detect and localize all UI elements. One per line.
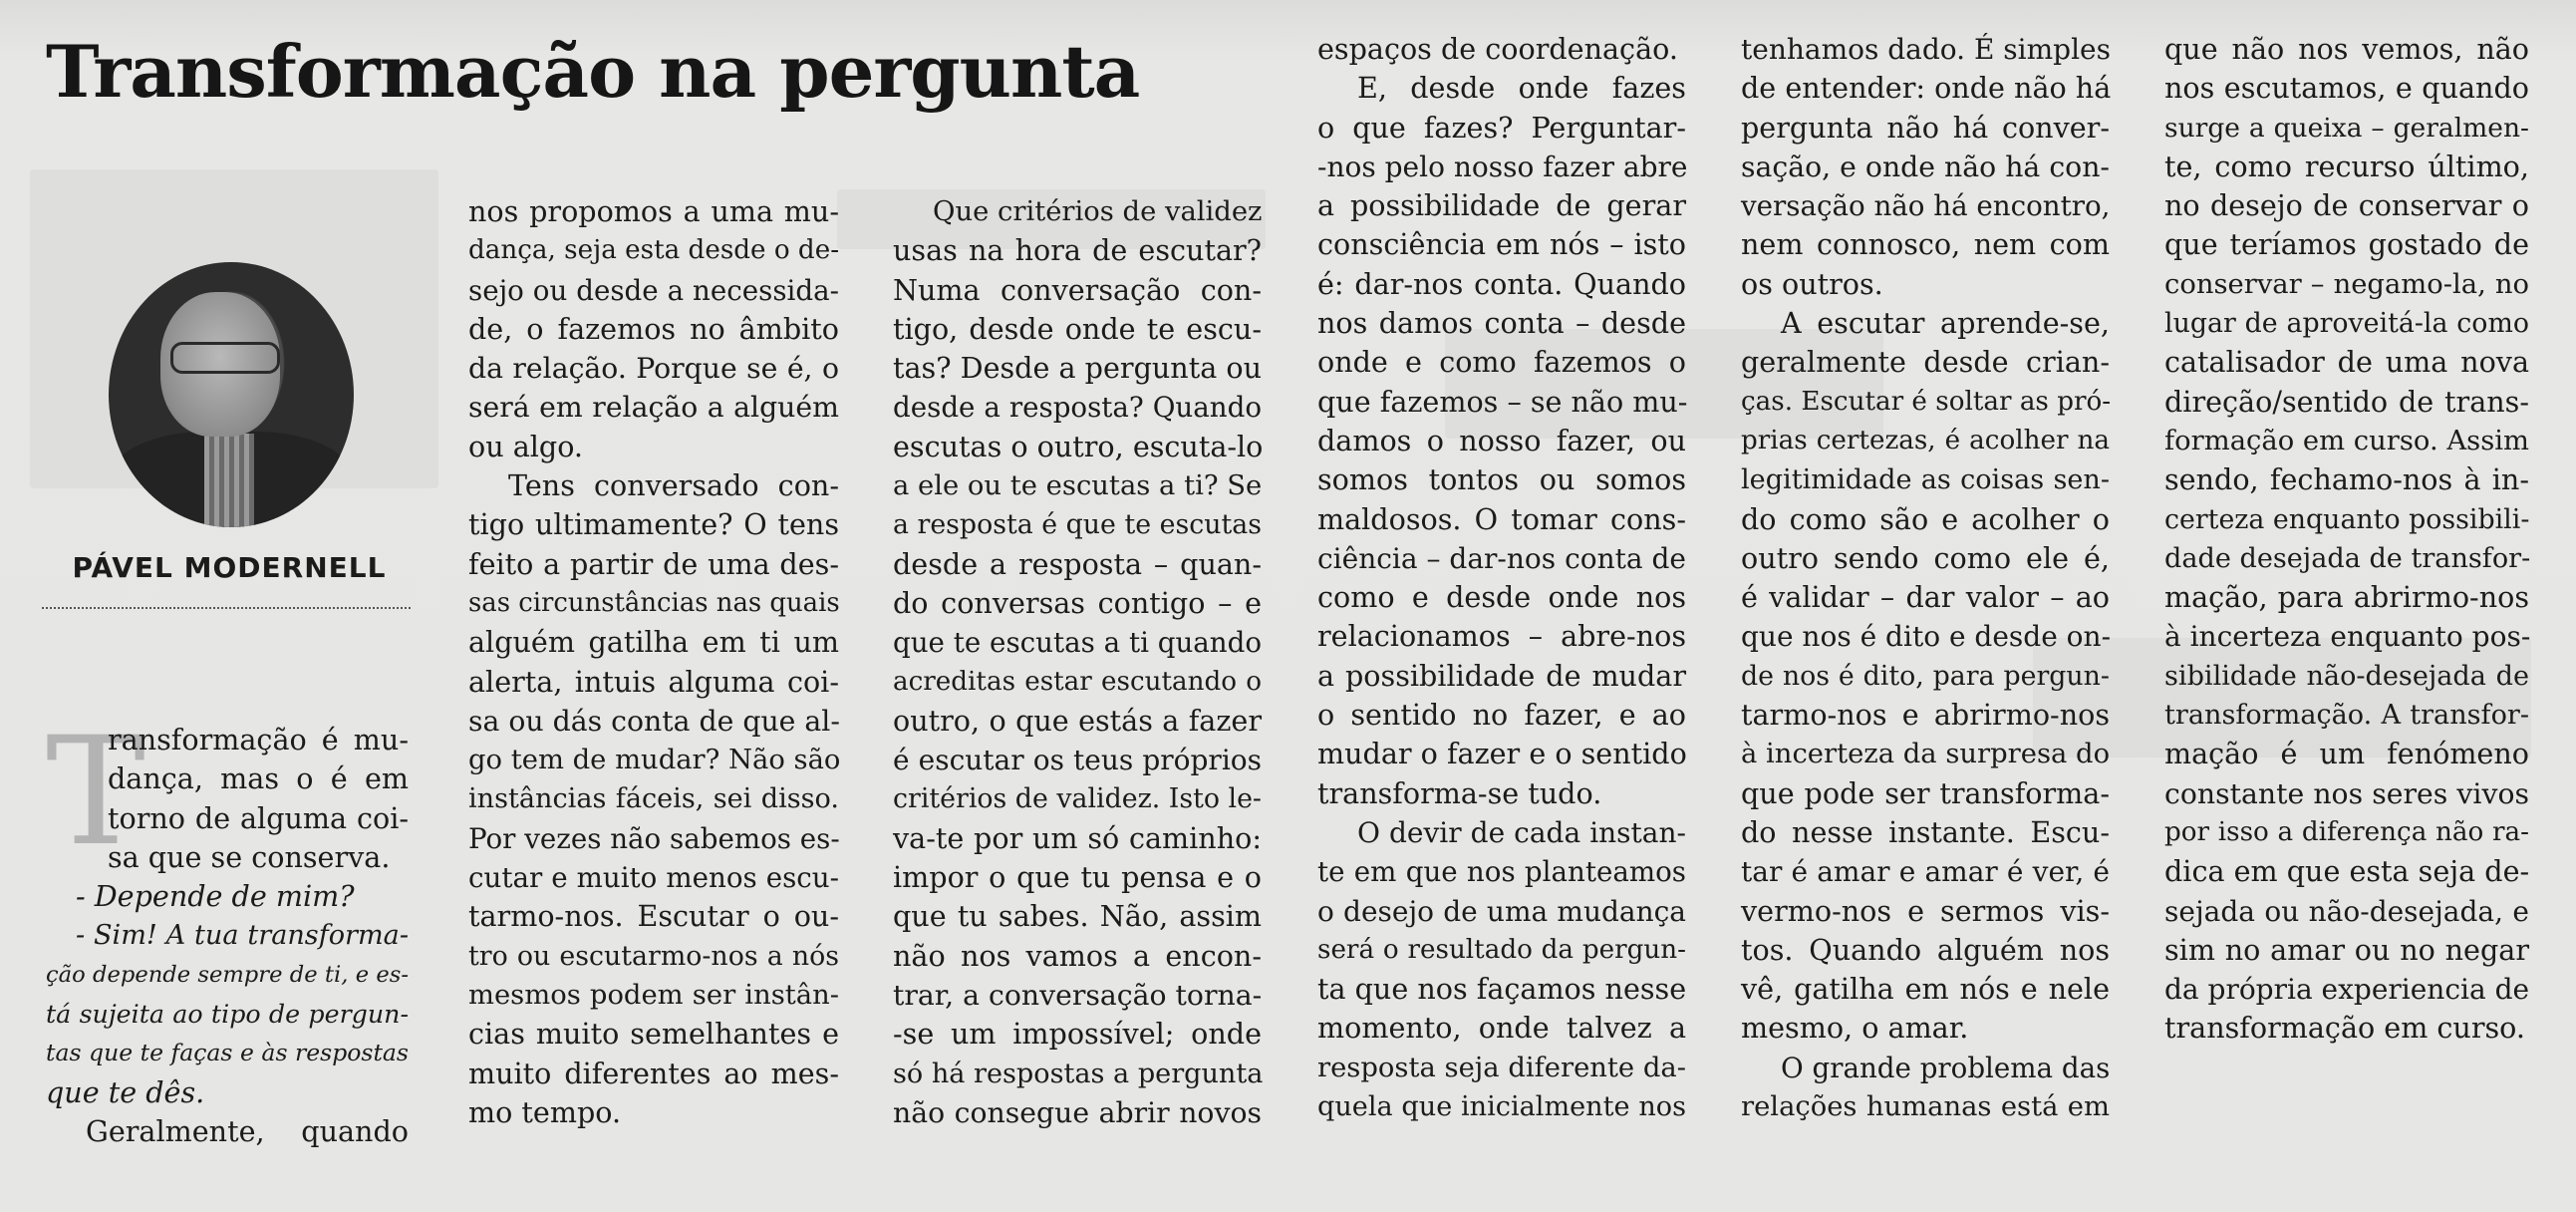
text-line: consciência em nós – isto <box>1317 227 1686 262</box>
text-line: que tu sabes. Não, assim <box>893 899 1262 934</box>
text-line: tas? Desde a pergunta ou <box>893 351 1262 386</box>
text-line: lugar de aproveitá-la como <box>2164 308 2529 340</box>
author-byline: PÁVEL MODERNELL <box>72 551 387 584</box>
text-line: tigo ultimamente? O tens <box>468 507 839 542</box>
text-line: vê, gatilha em nós e nele <box>1741 972 2110 1007</box>
text-line: conservar – negamo-la, no <box>2164 268 2529 300</box>
text-line: versação não há encontro, <box>1741 189 2111 223</box>
text-line: formação em curso. Assim <box>2164 425 2529 456</box>
text-line: outro, o que estás a fazer <box>893 703 1262 738</box>
text-line: sendo, fechamo-nos à in- <box>2164 462 2529 497</box>
text-line: muito diferentes ao mes- <box>468 1056 839 1090</box>
text-line: sação, e onde não há con- <box>1741 150 2110 183</box>
text-line: sas circunstâncias nas quais <box>468 587 840 618</box>
text-line: será o resultado da pergun- <box>1317 934 1686 965</box>
text-line: - Depende de mim? <box>76 879 355 914</box>
text-line: impor o que tu pensa e o <box>893 860 1262 895</box>
text-line: feito a partir de uma des- <box>468 546 839 581</box>
text-line: Por vezes não sabemos es- <box>468 821 840 855</box>
text-line: -se um impossível; onde <box>893 1017 1262 1052</box>
text-line: critérios de validez. Isto le- <box>893 783 1262 815</box>
text-line: desde a resposta – quan- <box>893 546 1262 581</box>
text-line: mação é um fenómeno <box>2164 737 2529 771</box>
text-line: cutar e muito menos escu- <box>468 861 839 895</box>
text-line: sejada ou não-desejada, e <box>2164 894 2529 928</box>
text-line: a resposta é que te escutas <box>893 509 1262 541</box>
text-line: escutas o outro, escuta-lo <box>893 429 1264 463</box>
text-line: ças. Escutar é soltar as pró- <box>1741 386 2112 417</box>
text-line: que não nos vemos, não <box>2164 32 2529 66</box>
text-line: da relação. Porque se é, o <box>468 352 839 386</box>
text-line: A escutar aprende-se, <box>1781 306 2110 341</box>
text-line: desde a resposta? Quando <box>893 391 1262 425</box>
article-column-6 <box>2164 30 2529 1049</box>
text-line: sim no amar ou no negar <box>2164 932 2529 967</box>
text-line: nos escutamos, e quando <box>2164 71 2529 106</box>
text-line: não nos vamos a encon- <box>893 938 1262 973</box>
text-line: como e desde onde nos <box>1317 580 1686 615</box>
text-line: a ele ou te escutas a ti? Se <box>893 470 1263 502</box>
text-line: certeza enquanto possibili- <box>2164 503 2530 535</box>
text-line: va-te por um só caminho: <box>893 820 1262 855</box>
article-headline: Transformação na pergunta <box>46 29 1140 114</box>
text-line: sa que se conserva. <box>108 839 391 874</box>
text-line: instâncias fáceis, sei disso. <box>468 783 839 815</box>
text-line: O devir de cada instan- <box>1357 815 1686 849</box>
author-photo <box>109 262 354 527</box>
text-line: ou algo. <box>468 429 584 463</box>
text-line: que teríamos gostado de <box>2164 227 2529 262</box>
text-line: maldosos. O tomar cons- <box>1317 501 1686 536</box>
text-line: go tem de mudar? Não são <box>468 745 841 776</box>
text-line: Que critérios de validez <box>933 196 1263 227</box>
text-line: relações humanas está em <box>1741 1091 2110 1123</box>
text-line: relacionamos – abre-nos <box>1317 619 1686 654</box>
text-line: nos damos conta – desde <box>1317 306 1686 341</box>
text-line: os outros. <box>1741 266 1883 301</box>
text-line: mo tempo. <box>468 1094 622 1129</box>
article-column-4 <box>1317 30 1686 1126</box>
text-line: por isso a diferença não ra- <box>2164 816 2529 847</box>
text-line: ta que nos façamos nesse <box>1317 972 1687 1007</box>
text-line: é escutar os teus próprios <box>893 744 1262 777</box>
text-line: dança, seja esta desde o de- <box>468 235 840 266</box>
text-line: dica em que esta seja de- <box>2164 854 2530 889</box>
text-line: Numa conversação con- <box>893 272 1262 307</box>
text-line: da própria experiencia de <box>2164 973 2530 1007</box>
text-line: ransformação é mu- <box>108 723 409 757</box>
text-line: mação, para abrirmo-nos <box>2164 580 2529 615</box>
text-line: direção/sentido de trans- <box>2164 384 2529 419</box>
text-line: tarmo-nos e abrirmo-nos <box>1741 698 2110 733</box>
text-line: somos tontos ou somos <box>1317 462 1686 497</box>
text-line: só há respostas a pergunta <box>893 1058 1264 1089</box>
text-line: damos o nosso fazer, ou <box>1317 423 1686 457</box>
text-line: do como são e acolher o <box>1741 501 2110 536</box>
text-line: que pode ser transforma- <box>1741 775 2110 810</box>
text-line: E, desde onde fazes <box>1357 71 1686 106</box>
text-line: pergunta não há conver- <box>1741 110 2110 145</box>
text-line: sibilidade não-desejada de <box>2164 660 2529 692</box>
text-line: mesmos podem ser instân- <box>468 979 839 1011</box>
drop-cap: T <box>46 706 146 879</box>
text-line: a possibilidade de mudar <box>1317 658 1686 693</box>
text-line: que te escutas a ti quando <box>893 626 1263 660</box>
text-line: de entender: onde não há <box>1741 71 2112 106</box>
text-line: tos. Quando alguém nos <box>1741 932 2110 967</box>
text-line: do conversas contigo – e <box>893 585 1262 620</box>
text-line: geralmente desde crian- <box>1741 345 2110 380</box>
article-column-5 <box>1741 30 2110 1126</box>
article-column-2 <box>468 192 839 1132</box>
text-line: prias certezas, é acolher na <box>1741 425 2110 455</box>
text-line: o que fazes? Perguntar- <box>1317 110 1686 145</box>
text-line: é: dar-nos conta. Quando <box>1317 266 1686 301</box>
text-line: Tens conversado con- <box>508 468 839 503</box>
text-line: sa ou dás conta de que al- <box>468 704 840 738</box>
text-line: transforma-se tudo. <box>1317 775 1602 810</box>
text-line: espaços de coordenação. <box>1317 32 1678 66</box>
text-line: tá sujeita ao tipo de pergun- <box>46 1000 409 1030</box>
text-line: -nos pelo nosso fazer abre <box>1317 150 1688 183</box>
text-line: outro sendo como ele é, <box>1741 540 2110 575</box>
text-line: ciência – dar-nos conta de <box>1317 541 1686 575</box>
article-column-3 <box>893 192 1262 1132</box>
text-line: Geralmente, quando <box>86 1113 409 1148</box>
text-line: nos propomos a uma mu- <box>468 194 839 228</box>
text-line: à incerteza enquanto pos- <box>2164 620 2531 654</box>
text-line: a possibilidade de gerar <box>1317 188 1686 223</box>
text-line: momento, onde talvez a <box>1317 1011 1686 1046</box>
text-line: tro ou escutarmo-nos a nós <box>468 940 839 972</box>
byline-dotted-rule <box>42 607 411 609</box>
text-line: torno de alguma coi- <box>108 800 409 835</box>
text-line: dança, mas o é em <box>108 761 409 796</box>
text-line: alguém gatilha em ti um <box>468 625 839 660</box>
text-line: tarmo-nos. Escutar o ou- <box>468 899 839 934</box>
text-line: não consegue abrir novos <box>893 1095 1262 1129</box>
text-line: tigo, desde onde te escu- <box>893 311 1262 346</box>
text-line: onde e como fazemos o <box>1317 345 1686 380</box>
article-column-1 <box>46 721 409 1151</box>
text-line: surge a queixa – geralmen- <box>2164 112 2529 144</box>
text-line: tenhamos dado. É simples <box>1741 33 2111 66</box>
text-line: alerta, intuis alguma coi- <box>468 664 839 699</box>
text-line: tar é amar e amar é ver, é <box>1741 855 2110 889</box>
text-line: constante nos seres vivos <box>2164 776 2529 810</box>
text-line: resposta seja diferente da- <box>1317 1052 1686 1083</box>
text-line: tas que te faças e às respostas <box>46 1039 409 1067</box>
text-line: quela que inicialmente nos <box>1317 1091 1686 1123</box>
text-line: de nos é dito, para pergun- <box>1741 660 2110 692</box>
text-line: que nos é dito e desde on- <box>1741 620 2112 654</box>
text-line: será em relação a alguém <box>468 391 839 425</box>
text-line: trar, a conversação torna- <box>893 978 1263 1012</box>
text-line: que fazemos – se não mu- <box>1317 384 1688 419</box>
text-line: mesmo, o amar. <box>1741 1011 1969 1046</box>
text-line: catalisador de uma nova <box>2164 345 2529 380</box>
text-line: de, o fazemos no âmbito <box>468 311 839 346</box>
text-line: o desejo de uma mudança <box>1317 894 1686 928</box>
text-line: acreditas estar escutando o <box>893 666 1262 697</box>
text-line: mudar o fazer e o sentido <box>1317 737 1687 771</box>
text-line: do nesse instante. Escu- <box>1741 814 2110 849</box>
text-line: transformação. A transfor- <box>2164 700 2529 732</box>
text-line: usas na hora de escutar? <box>893 233 1262 268</box>
text-line: te, como recurso último, <box>2164 149 2529 183</box>
text-line: sejo ou desde a necessida- <box>468 273 839 307</box>
text-line: no desejo de conservar o <box>2164 188 2529 223</box>
text-line: vermo-nos e sermos vis- <box>1741 893 2110 928</box>
text-line: - Sim! A tua transforma- <box>76 920 409 952</box>
text-line: cias muito semelhantes e <box>468 1017 839 1052</box>
text-line: legitimidade as coisas sen- <box>1741 464 2110 496</box>
text-line: que te dês. <box>46 1074 205 1109</box>
text-line: dade desejada de transfor- <box>2164 542 2531 574</box>
text-line: transformação em curso. <box>2164 1011 2525 1046</box>
text-line: é validar – dar valor – ao <box>1741 580 2110 615</box>
text-line: o sentido no fazer, e ao <box>1317 698 1686 733</box>
text-line: à incerteza da surpresa do <box>1741 739 2111 770</box>
text-line: te em que nos planteamos <box>1317 855 1686 889</box>
text-line: ção depende sempre de ti, e es- <box>46 961 409 988</box>
author-photo-glasses <box>170 342 280 374</box>
text-line: nem connosco, nem com <box>1741 227 2110 262</box>
text-line: O grande problema das <box>1781 1051 2111 1084</box>
author-photo-shirt <box>204 434 254 527</box>
